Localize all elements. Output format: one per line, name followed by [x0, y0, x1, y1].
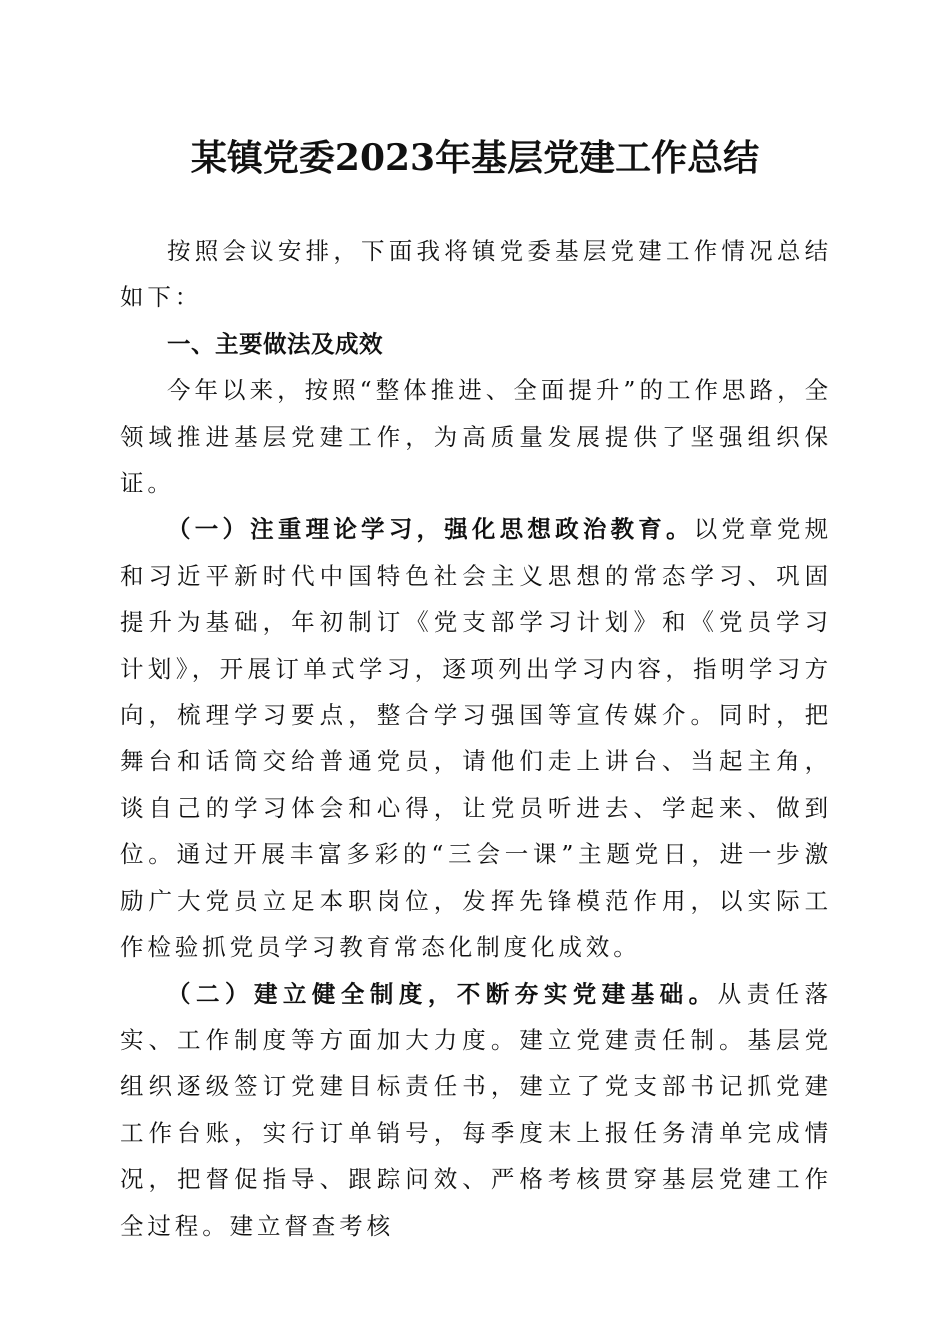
document-title: 某镇党委2023年基层党建工作总结 [190, 137, 760, 179]
overview-paragraph: 今年以来，按照“整体推进、全面提升”的工作思路，全领域推进基层党建工作，为高质量发展提供了坚强组织保证。 [120, 376, 832, 498]
document-body [120, 228, 832, 1249]
item-paragraph-1 [120, 506, 832, 970]
item-lead-2: （二）建立健全制度，不断夯实党建基础。 [167, 979, 718, 1008]
item-text-2: 从责任落实、工作制度等方面加大力度。建立党建责任制。基层党组织逐级签订党建目标责任书，建立了党支部书记抓党建工作台账，实行订单销号，每季度末上报任务清单完成情况，把督促指导、跟踪问效、严格考核贯穿基层党建工作全过程。建立督查考核 [120, 979, 832, 1240]
item-lead-1: （一）注重理论学习，强化思想政治教育。 [167, 515, 694, 544]
item-paragraph-2 [120, 971, 832, 1249]
section-heading: 一、主要做法及成效 [167, 329, 383, 358]
item-text-1: 以党章党规和习近平新时代中国特色社会主义思想的常态学习、巩固提升为基础，年初制订《党支部学习计划》和《党员学习计划》，开展订单式学习，逐项列出学习内容，指明学习方向，梳理学习要点，整合学习强国等宣传媒介。同时，把舞台和话筒交给普通党员，请他们走上讲台、当起主角，谈自己的学习体会和心得，让党员听进去、学起来、做到位。通过开展丰富多彩的“三会一课”主题党日，进一步激励广大党员立足本职岗位，发挥先锋模范作用，以实际工作检验抓党员学习教育常态化制度化成效。 [120, 515, 833, 962]
intro-paragraph: 按照会议安排，下面我将镇党委基层党建工作情况总结如下： [120, 237, 832, 312]
